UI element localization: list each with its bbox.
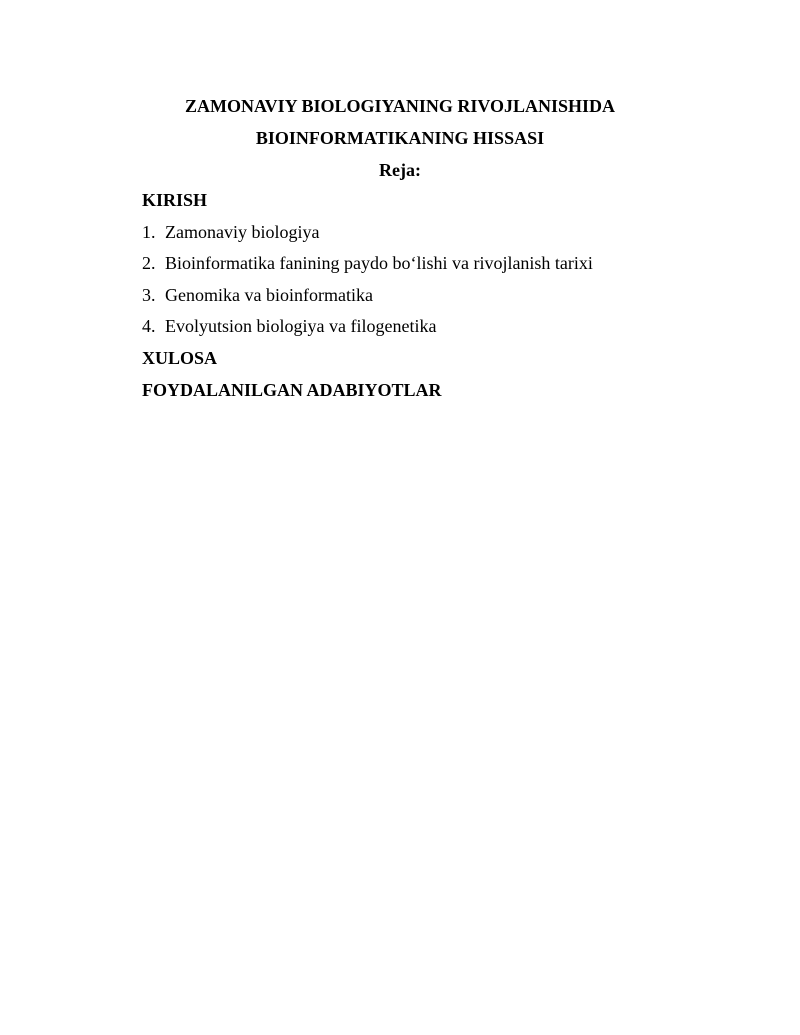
- plan-heading: Reja:: [379, 160, 421, 180]
- list-item-number: 4.: [142, 316, 156, 337]
- plan-outline: [142, 188, 702, 409]
- document-title-line-2: BIOINFORMATIKANING HISSASI: [255, 128, 545, 148]
- list-item: [142, 220, 702, 252]
- list-item-number: 1.: [142, 221, 156, 242]
- list-item: [142, 314, 702, 346]
- list-item: [142, 283, 702, 315]
- section-conclusion: XULOSA: [142, 347, 218, 368]
- section-intro: KIRISH: [142, 190, 208, 210]
- list-item-number: 2.: [142, 253, 156, 274]
- list-item-text: Bioinformatika fanining paydo bo‘lishi va rivojlanish tarixi: [165, 253, 593, 274]
- list-item-text: Evolyutsion biologiya va filogenetika: [165, 316, 437, 337]
- list-item: [142, 251, 702, 283]
- list-item-text: Zamonaviy biologiya: [165, 221, 320, 242]
- document-title-line-1: ZAMONAVIY BIOLOGIYANING RIVOJLANISHIDA: [184, 96, 616, 116]
- list-item-text: Genomika va bioinformatika: [165, 284, 373, 305]
- list-item-number: 3.: [142, 284, 156, 305]
- section-references: FOYDALANILGAN ADABIYOTLAR: [142, 379, 442, 400]
